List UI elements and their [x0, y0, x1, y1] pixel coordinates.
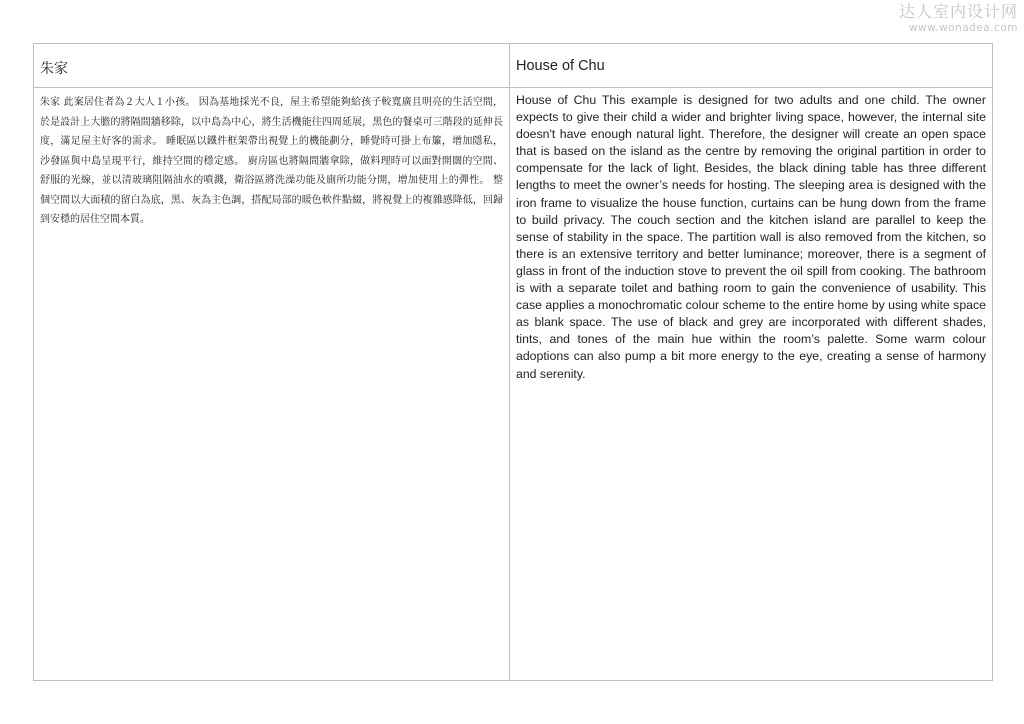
- bilingual-table: [33, 43, 993, 681]
- table-cell-chinese: [34, 88, 510, 680]
- chinese-title: 朱家: [40, 61, 68, 77]
- table-header-english: [510, 44, 992, 88]
- watermark-url: www.wonadea.com: [908, 22, 1018, 34]
- watermark-title: 达人室内设计网: [898, 2, 1018, 21]
- english-title: House of Chu: [516, 58, 605, 74]
- table-header-chinese: [34, 44, 510, 88]
- english-description: House of Chu This example is designed for two adults and one child. The owner expects to give their child a wider and brighter living space, however, the internal site doesn't have enough natural light. Therefore, the designer will create an open space that is based on the island as the centre by removing the original partition in order to compensate for the lack of light. Besides, the black dining table has three different lengths to meet the owner’s needs for hosting. The sleeping area is designed with the iron frame to visualize the house function, curtains can be hung down from the frame to build privacy. The couch section and the kitchen island are parallel to keep the sense of stability in the space. The partition wall is also removed from the kitchen, so there is an extensive territory and better luminance; moreover, there is a segment of glass in front of the induction stove to prevent the oil spill from cooking. The bathroom is with a separate toilet and bathing room to gain the convenience of usability. This case applies a monochromatic colour scheme to the entire home by using white space as blank space. The use of black and grey are incorporated with different shades, tints, and tones of the main hue within the room’s palette. Some warm colour adoptions can also pump a bit more energy to the eye, creating a sense of harmony and serenity.: [516, 93, 986, 381]
- chinese-description: 朱家 此案居住者為２大人１小孩。 因為基地採光不良，屋主希望能夠給孩子較寬廣且明亮的生活空間，於是設計上大膽的將隔間牆移除，以中島為中心，將生活機能往四周延展，黑色的餐桌可三階段的延伸長度，滿足屋主好客的需求。 睡眠區以鐵件框架帶出視覺上的機能劃分，睡覺時可掛上布簾，增加隱私，沙發區與中島呈現平行，維持空間的穩定感。 廚房區也將隔間牆拿除，做料理時可以面對開闊的空間、舒服的光線，並以清玻璃阻隔油水的噴濺，衛浴區將洗澡功能及廁所功能分開，增加使用上的彈性。 整個空間以大面積的留白為底，黑、灰為主色調，搭配局部的暖色軟件點綴，將視覺上的複雜感降低，回歸到安穩的居住空間本質。: [40, 97, 503, 225]
- table-cell-english: [510, 88, 992, 680]
- watermark: [899, 4, 1018, 34]
